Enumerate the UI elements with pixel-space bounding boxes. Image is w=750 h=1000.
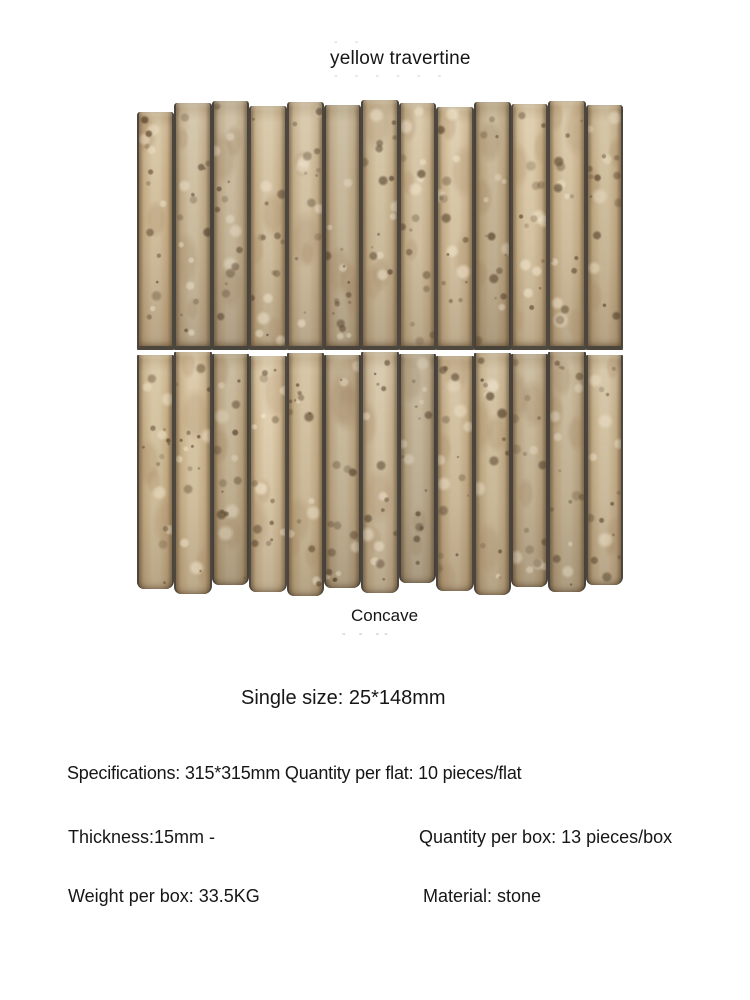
stone-strip bbox=[137, 112, 174, 350]
spec-thickness: Thickness:15mm - bbox=[68, 827, 216, 847]
image-caption: Concave bbox=[351, 606, 419, 625]
stone-strip bbox=[324, 105, 361, 350]
spec-quantity-per-box: Quantity per box: 13 pieces/box bbox=[419, 827, 673, 847]
stone-strip bbox=[137, 355, 174, 589]
mosaic-row-bottom bbox=[137, 351, 623, 600]
mosaic-row-top bbox=[137, 100, 623, 350]
faded-text-marks: - - - - - - bbox=[334, 70, 449, 82]
spec-weight-per-box: Weight per box: 33.5KG bbox=[68, 886, 260, 906]
stone-strip bbox=[361, 100, 398, 350]
stone-strip bbox=[287, 353, 324, 596]
stone-strip bbox=[511, 104, 548, 350]
stone-strip bbox=[586, 105, 623, 350]
stone-strip bbox=[324, 355, 361, 588]
stone-strip bbox=[436, 356, 473, 591]
stone-strip bbox=[436, 107, 473, 350]
stone-strip bbox=[249, 356, 286, 592]
page-title: yellow travertine bbox=[330, 48, 471, 69]
stone-strip bbox=[586, 355, 623, 585]
spec-single-size: Single size: 25*148mm bbox=[241, 687, 446, 709]
stone-strip bbox=[287, 102, 324, 350]
stone-strip bbox=[548, 352, 585, 592]
faded-text-marks: - - -- bbox=[342, 628, 393, 640]
stone-strip bbox=[361, 352, 398, 593]
stone-strip bbox=[212, 101, 249, 350]
stone-strip bbox=[474, 102, 511, 350]
stone-strip bbox=[548, 101, 585, 350]
spec-material: Material: stone bbox=[423, 886, 542, 906]
stone-strip bbox=[174, 352, 211, 594]
faded-text-marks: - - bbox=[334, 36, 366, 48]
spec-specifications: Specifications: 315*315mm Quantity per flat: 10 pieces/flat bbox=[67, 763, 522, 783]
stone-strip bbox=[174, 103, 211, 350]
stone-strip bbox=[474, 353, 511, 595]
product-photo-mosaic bbox=[137, 100, 623, 600]
stone-strip bbox=[399, 103, 436, 350]
stone-strip bbox=[212, 354, 249, 585]
stone-strip bbox=[511, 354, 548, 587]
stone-strip bbox=[399, 354, 436, 583]
stone-strip bbox=[249, 106, 286, 350]
